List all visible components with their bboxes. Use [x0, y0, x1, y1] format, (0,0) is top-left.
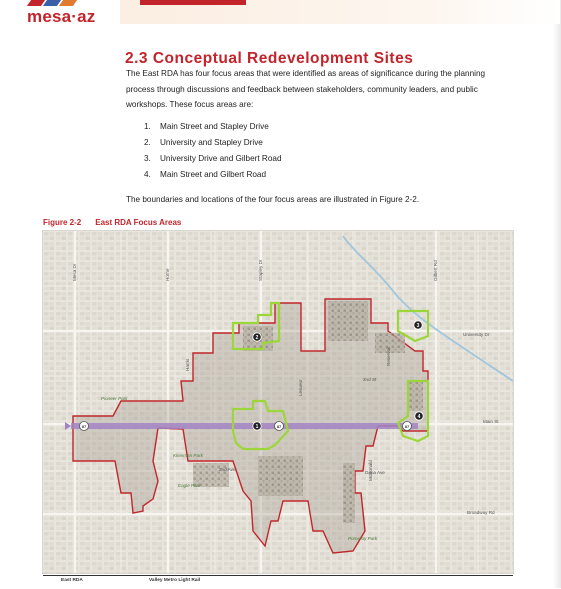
focus-area-list — [144, 119, 282, 183]
park-label-pioneer: Pioneer Park — [101, 396, 128, 401]
header-accent-bar — [140, 0, 246, 5]
list-item: 3. University Drive and Gilbert Road — [144, 154, 282, 163]
street-label-dana-ave: Dana Ave — [365, 470, 385, 475]
route-shield-87-west-label: 87 — [81, 423, 87, 429]
street-label-gilbert-rd: Gilbert Rd — [433, 260, 438, 281]
street-label-2nd-ave: 2nd Ave — [219, 467, 236, 472]
street-label-lesueur: Lesueur — [298, 379, 303, 396]
park-label-eagle: Eagle Park — [178, 483, 201, 488]
list-item: 2. University and Stapley Drive — [144, 138, 263, 147]
street-label-mcdonald: McDonald — [368, 460, 373, 481]
focus-marker-3-label: 3 — [416, 322, 420, 329]
route-shield-87-center-label: 87 — [276, 423, 282, 429]
route-shield-87-east-label: 87 — [404, 423, 410, 429]
legend-item-light-rail: Valley Metro Light Rail — [149, 578, 201, 583]
focus-area-map — [42, 230, 514, 574]
figure-caption: Figure 2-2 East RDA Focus Areas — [43, 218, 182, 227]
legend-item-east-rda: East RDA — [61, 578, 83, 583]
street-label-harris: Harris — [185, 358, 190, 371]
focus-marker-4-label: 4 — [417, 413, 421, 420]
street-label-main-st: Main St — [483, 419, 499, 424]
map-legend — [43, 575, 513, 589]
focus-marker-2-label: 2 — [255, 334, 259, 341]
intro-paragraph: The East RDA has four focus areas that were identified as areas of significance during the planning process through discussions and feedback between stakeholders, community leaders, and public workshops. These focus areas are: — [126, 69, 486, 109]
street-label-horne: Horne — [165, 268, 170, 281]
focus-marker-1-label: 1 — [255, 423, 259, 430]
street-label-university-dr: University Dr — [463, 332, 490, 337]
logo-wordmark: mesa·az — [27, 7, 96, 26]
park-label-kleinman: Kleinman Park — [173, 453, 203, 458]
street-label-stapley-dr: Stapley Dr — [258, 259, 263, 281]
park-label-pomeroy: Pomeroy Park — [348, 536, 378, 541]
list-item: 1. Main Street and Stapley Drive — [144, 122, 269, 131]
map-graphic — [43, 231, 513, 573]
section-title: 2.3 Conceptual Redevelopment Sites — [125, 50, 414, 67]
street-label-reservoir: Reservoir — [386, 346, 391, 366]
street-label-2nd-st: 2nd St — [363, 377, 377, 382]
list-item: 4. Main Street and Gilbert Road — [144, 170, 267, 179]
street-label-mesa-dr: Mesa Dr — [72, 263, 77, 281]
closing-paragraph: The boundaries and locations of the four focus areas are illustrated in Figure 2-2. — [126, 195, 420, 204]
page-edge-shadow — [553, 0, 561, 588]
logo-mark-icon — [27, 0, 87, 6]
street-label-broadway-rd: Broadway Rd — [467, 510, 495, 515]
